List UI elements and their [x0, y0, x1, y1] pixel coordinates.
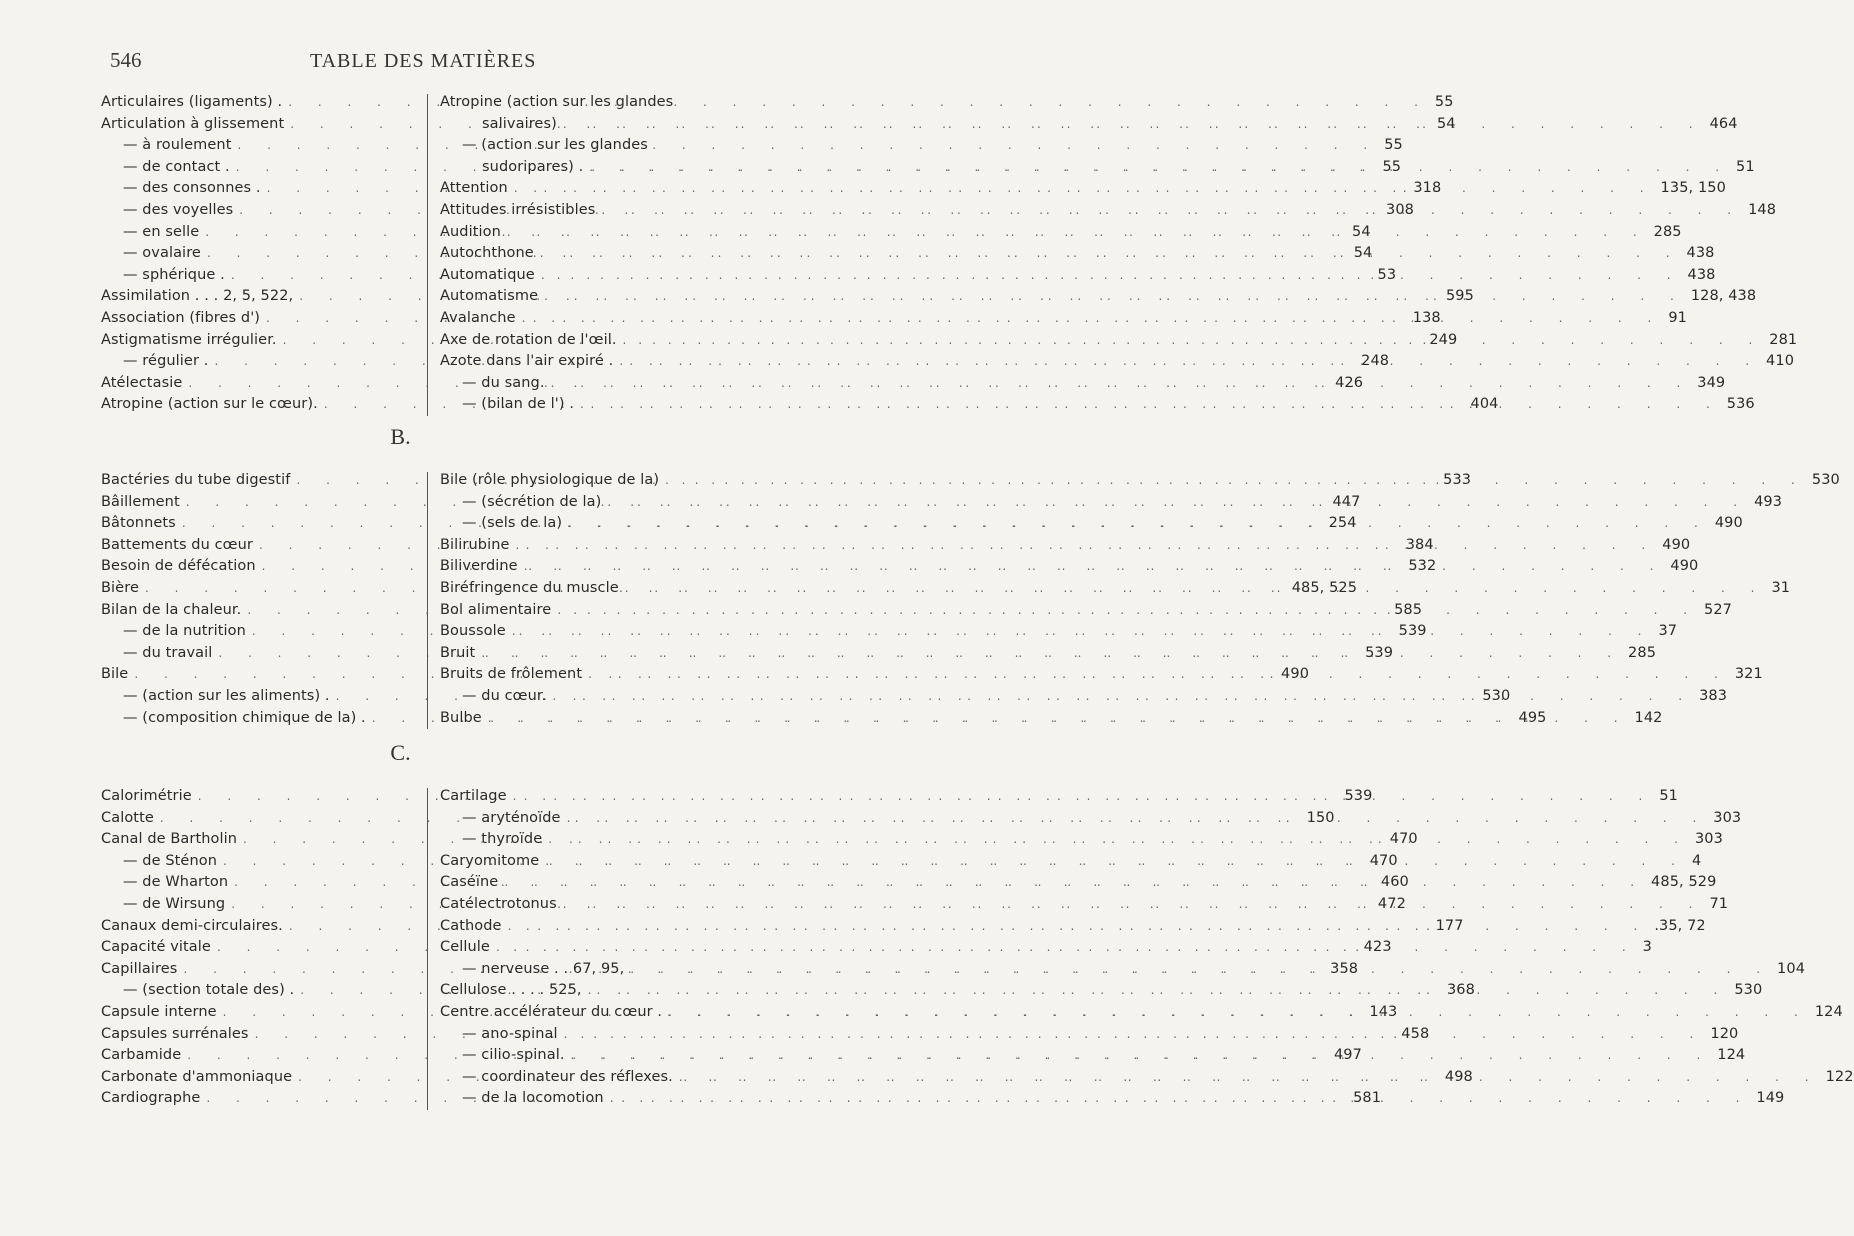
- entry-pages: 149: [1756, 1090, 1785, 1107]
- entry-pages: 495: [1518, 709, 1547, 726]
- entry-term: — de Wirsung: [123, 895, 226, 912]
- entry-term: Carbonate d'ammoniaque: [101, 1068, 293, 1085]
- entry-term: Calorimétrie: [101, 788, 192, 804]
- entry-term: Biliverdine: [440, 558, 518, 575]
- entry-term: Bière: [101, 579, 139, 596]
- entry-pages: 485, 525: [1291, 579, 1358, 596]
- entry-term: — (sels de la): [462, 515, 563, 532]
- entry-term: — du travail: [123, 644, 213, 661]
- entry-term: — de Wharton: [123, 874, 229, 891]
- entry-term: Bilirubine: [440, 536, 510, 553]
- leader-dots: [668, 1002, 1809, 1024]
- leader-dots: [567, 808, 1708, 830]
- entry-term: Association (fibres d'): [101, 309, 261, 326]
- entry-term: Capsule interne: [101, 1003, 217, 1020]
- entry-pages: 150: [1306, 809, 1335, 826]
- entry-pages: 55: [1382, 158, 1402, 175]
- entry-term: Bile (rôle physiologique de la): [440, 472, 660, 488]
- leader-dots: [237, 135, 1378, 157]
- index-entry: [440, 92, 750, 114]
- entry-pages: 532: [1408, 558, 1437, 575]
- entry-term: Cartilage: [440, 788, 507, 804]
- entry-term: — coordinateur des réflexes.: [462, 1068, 673, 1085]
- column-divider: [427, 788, 428, 1110]
- entry-term: Capillaires: [101, 960, 178, 977]
- entry-pages: 423: [1363, 939, 1392, 956]
- entry-pages: 120: [1710, 1025, 1739, 1042]
- entry-term: — thyroïde: [462, 831, 543, 848]
- entry-pages: 254: [1328, 515, 1357, 532]
- entry-pages: 37: [1658, 623, 1678, 640]
- entry-term: Boussole: [440, 623, 506, 640]
- leader-dots: [513, 786, 1654, 808]
- entry-pages: 585: [1394, 601, 1423, 618]
- entry-pages: 248: [1361, 353, 1390, 370]
- leader-dots: [563, 114, 1704, 136]
- entry-pages: 458: [1401, 1025, 1430, 1042]
- leader-dots: [481, 643, 1622, 665]
- entry-pages: 539: [1344, 788, 1373, 804]
- entry-pages: 464: [1709, 115, 1738, 132]
- entry-term: Cathode: [440, 917, 502, 934]
- entry-pages: 91: [1668, 309, 1687, 326]
- entry-pages: 53: [1377, 266, 1397, 283]
- entry-pages: 410: [1766, 353, 1795, 370]
- entry-term: — de Sténon: [123, 852, 218, 869]
- entry-pages: 303: [1713, 809, 1742, 826]
- entry-pages: 460: [1380, 874, 1409, 891]
- entry-pages: 493: [1754, 493, 1783, 510]
- entry-pages: 303: [1694, 831, 1723, 848]
- entry-pages: 470: [1369, 852, 1398, 869]
- entry-term: Articulation à glissement: [101, 115, 285, 132]
- entry-pages: 498: [1444, 1068, 1473, 1085]
- entry-term: — des voyelles: [123, 201, 234, 218]
- entry-term: Cellulose . . . . 525,: [440, 982, 582, 999]
- entry-term: — (composition chimique de la) .: [123, 709, 366, 726]
- leader-dots: [679, 1067, 1820, 1089]
- entry-term: salivaires): [482, 115, 557, 132]
- entry-term: Caryomitome: [440, 852, 540, 869]
- entry-pages: 308: [1386, 201, 1414, 218]
- entry-term: Atropine (action sur le cœur).: [101, 396, 318, 413]
- leader-dots: [504, 872, 1645, 894]
- entry-pages: .35, 72: [1654, 917, 1706, 934]
- column-divider: [427, 472, 428, 729]
- leader-dots: [619, 351, 1760, 373]
- entry-term: sudoripares) .: [482, 158, 584, 175]
- entry-pages: 485, 529: [1651, 874, 1717, 891]
- entry-term: — de contact .: [123, 158, 230, 175]
- leader-dots: [630, 959, 1771, 981]
- entry-term: — à roulement: [123, 137, 232, 154]
- leader-dots: [552, 686, 1693, 708]
- entry-pages: 404: [1470, 396, 1499, 413]
- entry-term: — du sang.: [462, 374, 545, 391]
- entry-pages: 539: [1365, 644, 1394, 661]
- entry-term: Battements du cœur: [101, 536, 253, 553]
- entry-pages: 530: [1482, 687, 1511, 704]
- entry-term: — (section totale des) .: [123, 982, 295, 999]
- leader-dots: [568, 513, 1709, 535]
- leader-dots: [610, 1088, 1751, 1110]
- leader-dots: [544, 286, 1685, 308]
- entry-term: — ovalaire: [123, 245, 201, 262]
- entry-term: — de la nutrition: [123, 623, 246, 640]
- entry-term: Astigmatisme irrégulier.: [101, 331, 277, 348]
- entry-pages: 54: [1352, 223, 1371, 240]
- index-entry: [440, 135, 750, 157]
- entry-term: — régulier .: [123, 353, 209, 370]
- entry-term: Autochthone: [440, 245, 534, 262]
- leader-dots: [541, 265, 1682, 287]
- leader-dots: [507, 222, 1648, 244]
- entry-term: — des consonnes .: [123, 180, 261, 197]
- entry-pages: 71: [1709, 895, 1729, 912]
- leader-dots: [540, 243, 1681, 265]
- entry-term: Bactéries du tube digestif: [101, 472, 291, 488]
- entry-pages: 472: [1377, 895, 1406, 912]
- entry-pages: 148: [1748, 201, 1777, 218]
- leader-dots: [580, 394, 1721, 416]
- leader-dots: [545, 851, 1686, 873]
- leader-dots: [508, 916, 1649, 938]
- leader-dots: [557, 600, 1698, 622]
- entry-pages: 539: [1398, 623, 1427, 640]
- entry-pages: 384: [1405, 536, 1434, 553]
- entry-term: Bruit: [440, 644, 476, 661]
- entry-pages: 358: [1330, 960, 1359, 977]
- entry-pages: 281: [1769, 331, 1798, 348]
- entry-pages: 470: [1389, 831, 1418, 848]
- entry-term: — (action sur les aliments) .: [123, 687, 330, 704]
- entry-pages: 51: [1659, 788, 1678, 804]
- entry-term: Cellule: [440, 939, 490, 956]
- leader-dots: [522, 308, 1663, 330]
- entry-pages: 55: [1384, 137, 1403, 154]
- entry-pages: 128, 438: [1690, 288, 1757, 305]
- section-letter: C.: [390, 740, 411, 765]
- entry-pages: 55: [1434, 94, 1454, 110]
- entry-term: Canaux demi-circulaires.: [101, 917, 283, 934]
- entry-term: Bulbe: [440, 709, 482, 726]
- entry-term: Centre accélérateur du cœur .: [440, 1003, 663, 1020]
- entry-pages: 143: [1369, 1003, 1398, 1020]
- entry-term: Azote dans l'air expiré .: [440, 353, 614, 370]
- entry-term: Attitudes irrésistibles: [440, 201, 596, 218]
- entry-term: Bile: [101, 666, 129, 683]
- leader-dots: [551, 373, 1692, 395]
- column-divider: [427, 94, 428, 416]
- entry-pages: 595: [1445, 288, 1474, 305]
- entry-pages: 490: [1281, 666, 1310, 683]
- entry-term: Canal de Bartholin: [101, 831, 238, 848]
- entry-pages: 530: [1811, 472, 1840, 488]
- entry-pages: 527: [1704, 601, 1733, 618]
- entry-term: — aryténoïde: [462, 809, 561, 826]
- entry-term: Caséïne: [440, 874, 499, 891]
- leader-dots: [607, 492, 1748, 514]
- entry-term: Biréfringence du muscle: [440, 579, 619, 596]
- leader-dots: [564, 1024, 1705, 1046]
- entry-term: Capsules surrénales: [101, 1025, 249, 1042]
- entry-term: Assimilation . . . 2, 5, 522,: [101, 288, 294, 305]
- entry-term: — de la locomotion: [462, 1090, 604, 1107]
- entry-term: Atélectasie: [101, 374, 183, 391]
- entry-term: Catélectrotonus: [440, 895, 557, 912]
- section-letter: B.: [390, 424, 411, 449]
- entry-pages: 533: [1443, 472, 1472, 488]
- leader-dots: [571, 1045, 1712, 1067]
- entry-pages: 497: [1333, 1047, 1362, 1064]
- entry-term: — (action sur les glandes: [462, 137, 648, 154]
- entry-pages: 349: [1697, 374, 1726, 391]
- leader-dots: [589, 157, 1730, 179]
- entry-pages: 368: [1446, 982, 1475, 999]
- leader-dots: [548, 829, 1689, 851]
- entry-pages: 54: [1353, 245, 1373, 262]
- entry-pages: 4: [1692, 852, 1702, 869]
- entry-term: Automatique: [440, 266, 535, 283]
- entry-term: — (sécrétion de la): [462, 493, 602, 510]
- leader-dots: [623, 330, 1764, 352]
- entry-pages: 104: [1777, 960, 1806, 977]
- entry-term: Attention: [440, 180, 508, 197]
- entry-term: Carbamide: [101, 1047, 182, 1064]
- entry-pages: 530: [1734, 982, 1763, 999]
- entry-term: — sphérique .: [123, 266, 225, 283]
- entry-pages: 426: [1335, 374, 1364, 391]
- entry-term: Automatisme: [440, 288, 539, 305]
- leader-dots: [601, 200, 1742, 222]
- leader-dots: [588, 980, 1729, 1002]
- entry-pages: 122: [1825, 1068, 1854, 1085]
- entry-term: Bâtonnets: [101, 515, 176, 532]
- leader-dots: [516, 535, 1657, 557]
- entry-pages: 285: [1628, 644, 1657, 661]
- entry-term: Atropine (action sur les glandes: [440, 94, 674, 110]
- entry-pages: 124: [1717, 1047, 1746, 1064]
- entry-term: Articulaires (ligaments) .: [101, 94, 283, 110]
- entry-pages: 249: [1429, 331, 1458, 348]
- entry-term: Cardiographe: [101, 1090, 201, 1107]
- leader-dots: [514, 178, 1655, 200]
- entry-term: Bilan de la chaleur.: [101, 601, 242, 618]
- entry-pages: 447: [1332, 493, 1361, 510]
- entry-pages: 177: [1435, 917, 1464, 934]
- entry-pages: 54: [1436, 115, 1456, 132]
- entry-term: Calotte: [101, 809, 154, 826]
- entry-pages: 536: [1726, 396, 1755, 413]
- entry-pages: 318: [1413, 180, 1442, 197]
- entry-term: Besoin de défécation: [101, 558, 256, 575]
- entry-pages: 383: [1699, 687, 1728, 704]
- entry-term: — du cœur.: [462, 687, 547, 704]
- entry-term: — en selle: [123, 223, 200, 240]
- entry-term: Audition: [440, 223, 501, 240]
- entry-pages: 581: [1353, 1090, 1382, 1107]
- entry-term: — cilio-spinal.: [462, 1047, 565, 1064]
- leader-dots: [524, 556, 1665, 578]
- entry-pages: 31: [1771, 579, 1791, 596]
- entry-pages: 490: [1714, 515, 1743, 532]
- entry-term: Bol alimentaire: [440, 601, 552, 618]
- leader-dots: [563, 894, 1704, 916]
- entry-pages: 438: [1686, 245, 1715, 262]
- entry-pages: 135, 150: [1660, 180, 1726, 197]
- leader-dots: [488, 708, 1629, 730]
- entry-term: Capacité vitale: [101, 939, 211, 956]
- entry-pages: 142: [1634, 709, 1663, 726]
- entry-term: Bâillement: [101, 493, 180, 510]
- entry-pages: 490: [1662, 536, 1691, 553]
- entry-term: Axe de rotation de l'œil.: [440, 331, 617, 348]
- running-title: TABLE DES MATIÈRES: [310, 50, 537, 72]
- entry-pages: 3: [1642, 939, 1652, 956]
- leader-dots: [588, 664, 1729, 686]
- leader-dots: [665, 470, 1806, 492]
- entry-pages: 321: [1734, 666, 1763, 683]
- leader-dots: [496, 937, 1637, 959]
- leader-dots: [625, 578, 1766, 600]
- page-number: 546: [110, 48, 142, 72]
- entry-term: — nerveuse . . 67, 95,: [462, 960, 625, 977]
- entry-pages: 124: [1814, 1003, 1843, 1020]
- entry-pages: 138: [1412, 309, 1441, 326]
- entry-term: — ano-spinal: [462, 1025, 558, 1042]
- entry-pages: 490: [1670, 558, 1699, 575]
- entry-term: — (bilan de l') .: [462, 396, 575, 413]
- entry-term: Bruits de frôlement: [440, 666, 583, 683]
- entry-term: Avalanche: [440, 309, 516, 326]
- entry-pages: 285: [1653, 223, 1682, 240]
- entry-pages: 51: [1736, 158, 1755, 175]
- entry-pages: 438: [1687, 266, 1716, 283]
- leader-dots: [512, 621, 1653, 643]
